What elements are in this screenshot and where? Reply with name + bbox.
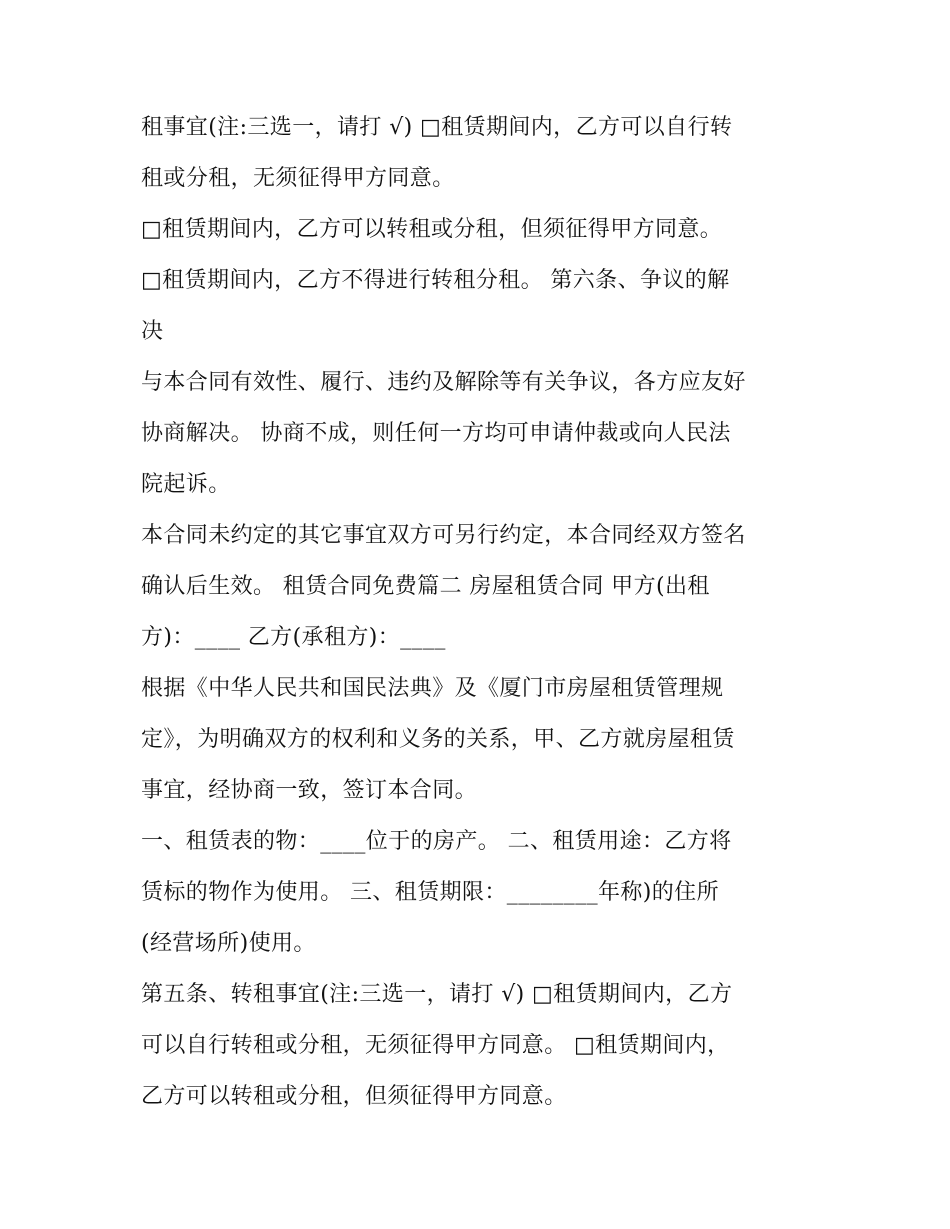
text-line: 确认后生效。 租赁合同免费篇二 房屋租赁合同 甲方(出租 [141, 574, 710, 599]
text-line: 租事宜(注:三选一，请打 √) □租赁期间内，乙方可以自行转 [141, 115, 733, 140]
text-line: 院起诉。 [141, 472, 231, 497]
text-line: 可以自行转租或分租，无须征得甲方同意。 □租赁期间内， [141, 1033, 730, 1058]
text-line: 租或分租，无须征得甲方同意。 [141, 166, 455, 191]
text-line: 一、租赁表的物：____位于的房产。 二、租赁用途：乙方将 [141, 829, 732, 854]
text-line: □租赁期间内，乙方不得进行转租分租。 第六条、争议的解 [141, 268, 730, 293]
text-line: 赁标的物作为使用。 三、租赁期限：________年称)的住所 [141, 880, 719, 905]
text-line: 事宜，经协商一致，签订本合同。 [141, 778, 478, 803]
text-line: 根据《中华人民共和国民法典》及《厦门市房屋租赁管理规 [141, 676, 724, 701]
text-line: □租赁期间内，乙方可以转租或分租，但须征得甲方同意。 [141, 217, 723, 242]
text-line: 乙方可以转租或分租，但须征得甲方同意。 [141, 1084, 567, 1109]
text-line: 方)：____ 乙方(承租方)：____ [141, 625, 446, 650]
text-line: 决 [141, 319, 164, 344]
text-line: 定》，为明确双方的权利和义务的关系，甲、乙方就房屋租赁 [141, 727, 735, 752]
text-line: 本合同未约定的其它事宜双方可另行约定，本合同经双方签名 [141, 523, 746, 548]
text-line: (经营场所)使用。 [141, 931, 316, 956]
text-line: 第五条、转租事宜(注:三选一，请打 √) □租赁期间内，乙方 [141, 982, 733, 1007]
text-line: 与本合同有效性、履行、违约及解除等有关争议，各方应友好 [141, 370, 746, 395]
text-line: 协商解决。 协商不成，则任何一方均可申请仲裁或向人民法 [141, 421, 731, 446]
